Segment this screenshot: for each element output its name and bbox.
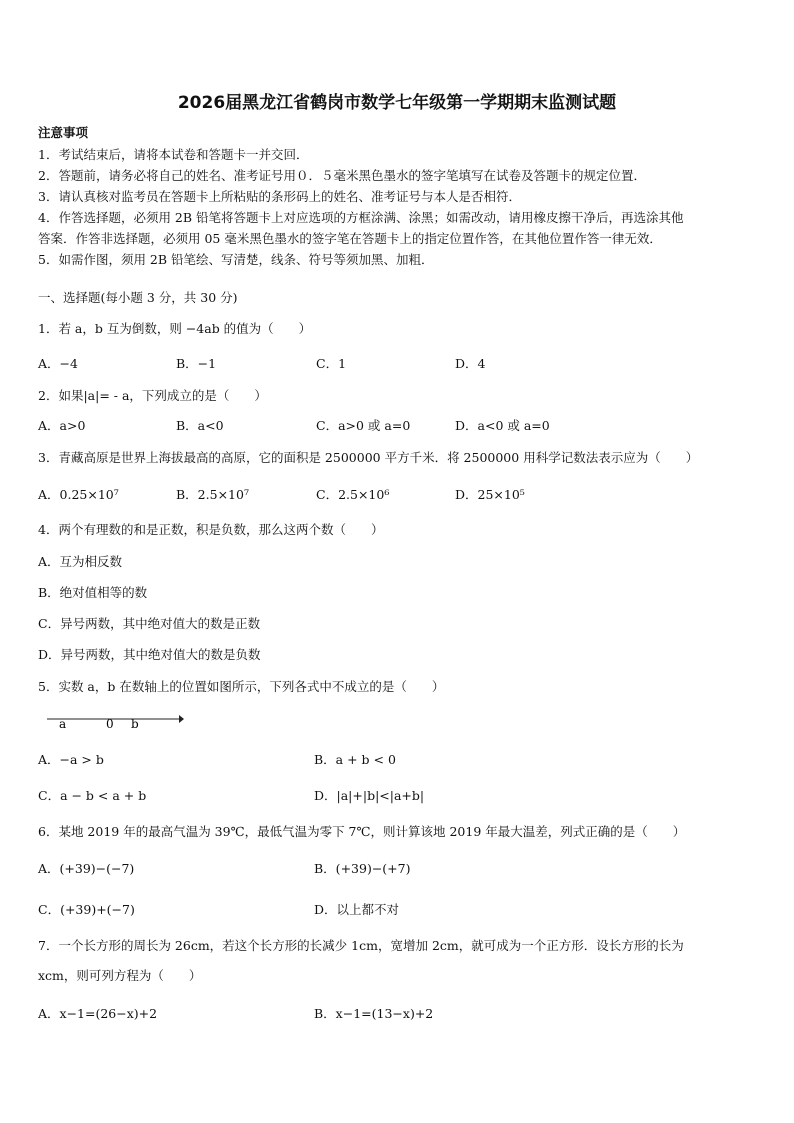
option-c: C．a − b < a + b xyxy=(38,788,147,803)
notice-heading: 注意事项 xyxy=(38,125,89,140)
question-stem: 1．若 a，b 互为倒数，则 −4ab 的值为（ ） xyxy=(38,321,312,336)
option-d: D．异号两数，其中绝对值大的数是负数 xyxy=(38,647,261,662)
question-stem: 7．一个长方形的周长为 26cm，若这个长方形的长减少 1cm，宽增加 2cm，就可成为一个正方形．设长方形的长为 xyxy=(38,938,684,953)
option-b: B．a + b < 0 xyxy=(314,752,396,767)
option-b: B．x−1=(13−x)+2 xyxy=(314,1006,434,1021)
option-d: D．4 xyxy=(455,356,486,371)
point-a-label: a xyxy=(59,717,67,731)
option-a: A．−4 xyxy=(38,356,78,371)
notice-item: 5．如需作图，须用 2B 铅笔绘、写清楚，线条、符号等须加黑、加粗． xyxy=(38,252,434,267)
option-b: B．a<0 xyxy=(176,418,224,433)
option-c: C．1 xyxy=(316,356,347,371)
option-d: D．a<0 或 a=0 xyxy=(455,418,550,433)
point-b-label: b xyxy=(131,717,139,731)
question-stem: 6．某地 2019 年的最高气温为 39℃，最低气温为零下 7℃，则计算该地 2019 年最大温差，列式正确的是（ ） xyxy=(38,824,686,839)
option-d: D．以上都不对 xyxy=(314,902,400,917)
option-a: A．−a > b xyxy=(38,752,104,767)
origin-label: 0 xyxy=(106,717,114,731)
notice-item: 2．答题前，请务必将自己的姓名、准考证号用０．５毫米黑色墨水的签字笔填写在试卷及答题卡的规定位置． xyxy=(38,168,646,183)
option-c: C．(+39)+(−7) xyxy=(38,902,135,917)
notice-item: 3．请认真核对监考员在答题卡上所粘贴的条形码上的姓名、准考证号与本人是否相符． xyxy=(38,189,521,204)
option-c: C．a>0 或 a=0 xyxy=(316,418,411,433)
option-a: A．x−1=(26−x)+2 xyxy=(38,1006,158,1021)
number-line xyxy=(45,711,185,731)
option-a: A．0.25×10⁷ xyxy=(38,487,119,502)
number-line-figure xyxy=(45,711,185,731)
option-d: D．|a|+|b|<|a+b| xyxy=(314,788,425,803)
notice-item: 4．作答选择题，必须用 2B 铅笔将答题卡上对应选项的方框涂满、涂黑；如需改动，请用橡皮擦干净后，再选涂其他 xyxy=(38,210,684,225)
question-stem: 2．如果|a|= - a，下列成立的是（ ） xyxy=(38,388,267,403)
notice-item: 1．考试结束后，请将本试卷和答题卡一并交回． xyxy=(38,147,309,162)
question-stem: 4．两个有理数的和是正数，积是负数，那么这两个数（ ） xyxy=(38,522,384,537)
option-b: B．−1 xyxy=(176,356,217,371)
option-c: C．异号两数，其中绝对值大的数是正数 xyxy=(38,616,261,631)
question-stem: 3．青藏高原是世界上海拔最高的高原，它的面积是 2500000 平方千米．将 2500000 用科学记数法表示应为（ ） xyxy=(38,450,699,465)
option-a: A．(+39)−(−7) xyxy=(38,861,135,876)
question-stem: 5．实数 a，b 在数轴上的位置如图所示，下列各式中不成立的是（ ） xyxy=(38,679,445,694)
option-d: D．25×10⁵ xyxy=(455,487,525,502)
option-a: A．a>0 xyxy=(38,418,86,433)
option-b: B．绝对值相等的数 xyxy=(38,585,148,600)
section-heading: 一、选择题(每小题 3 分，共 30 分) xyxy=(38,290,238,305)
option-b: B．2.5×10⁷ xyxy=(176,487,249,502)
notice-item: 答案．作答非选择题，必须用 05 毫米黑色墨水的签字笔在答题卡上的指定位置作答，在其他位置作答一律无效． xyxy=(38,231,662,246)
option-b: B．(+39)−(+7) xyxy=(314,861,411,876)
option-c: C．2.5×10⁶ xyxy=(316,487,390,502)
page-title: 2026届黑龙江省鹤岗市数学七年级第一学期期末监测试题 xyxy=(177,93,617,113)
question-stem-continued: xcm，则可列方程为（ ） xyxy=(38,968,202,983)
option-a: A．互为相反数 xyxy=(38,554,123,569)
